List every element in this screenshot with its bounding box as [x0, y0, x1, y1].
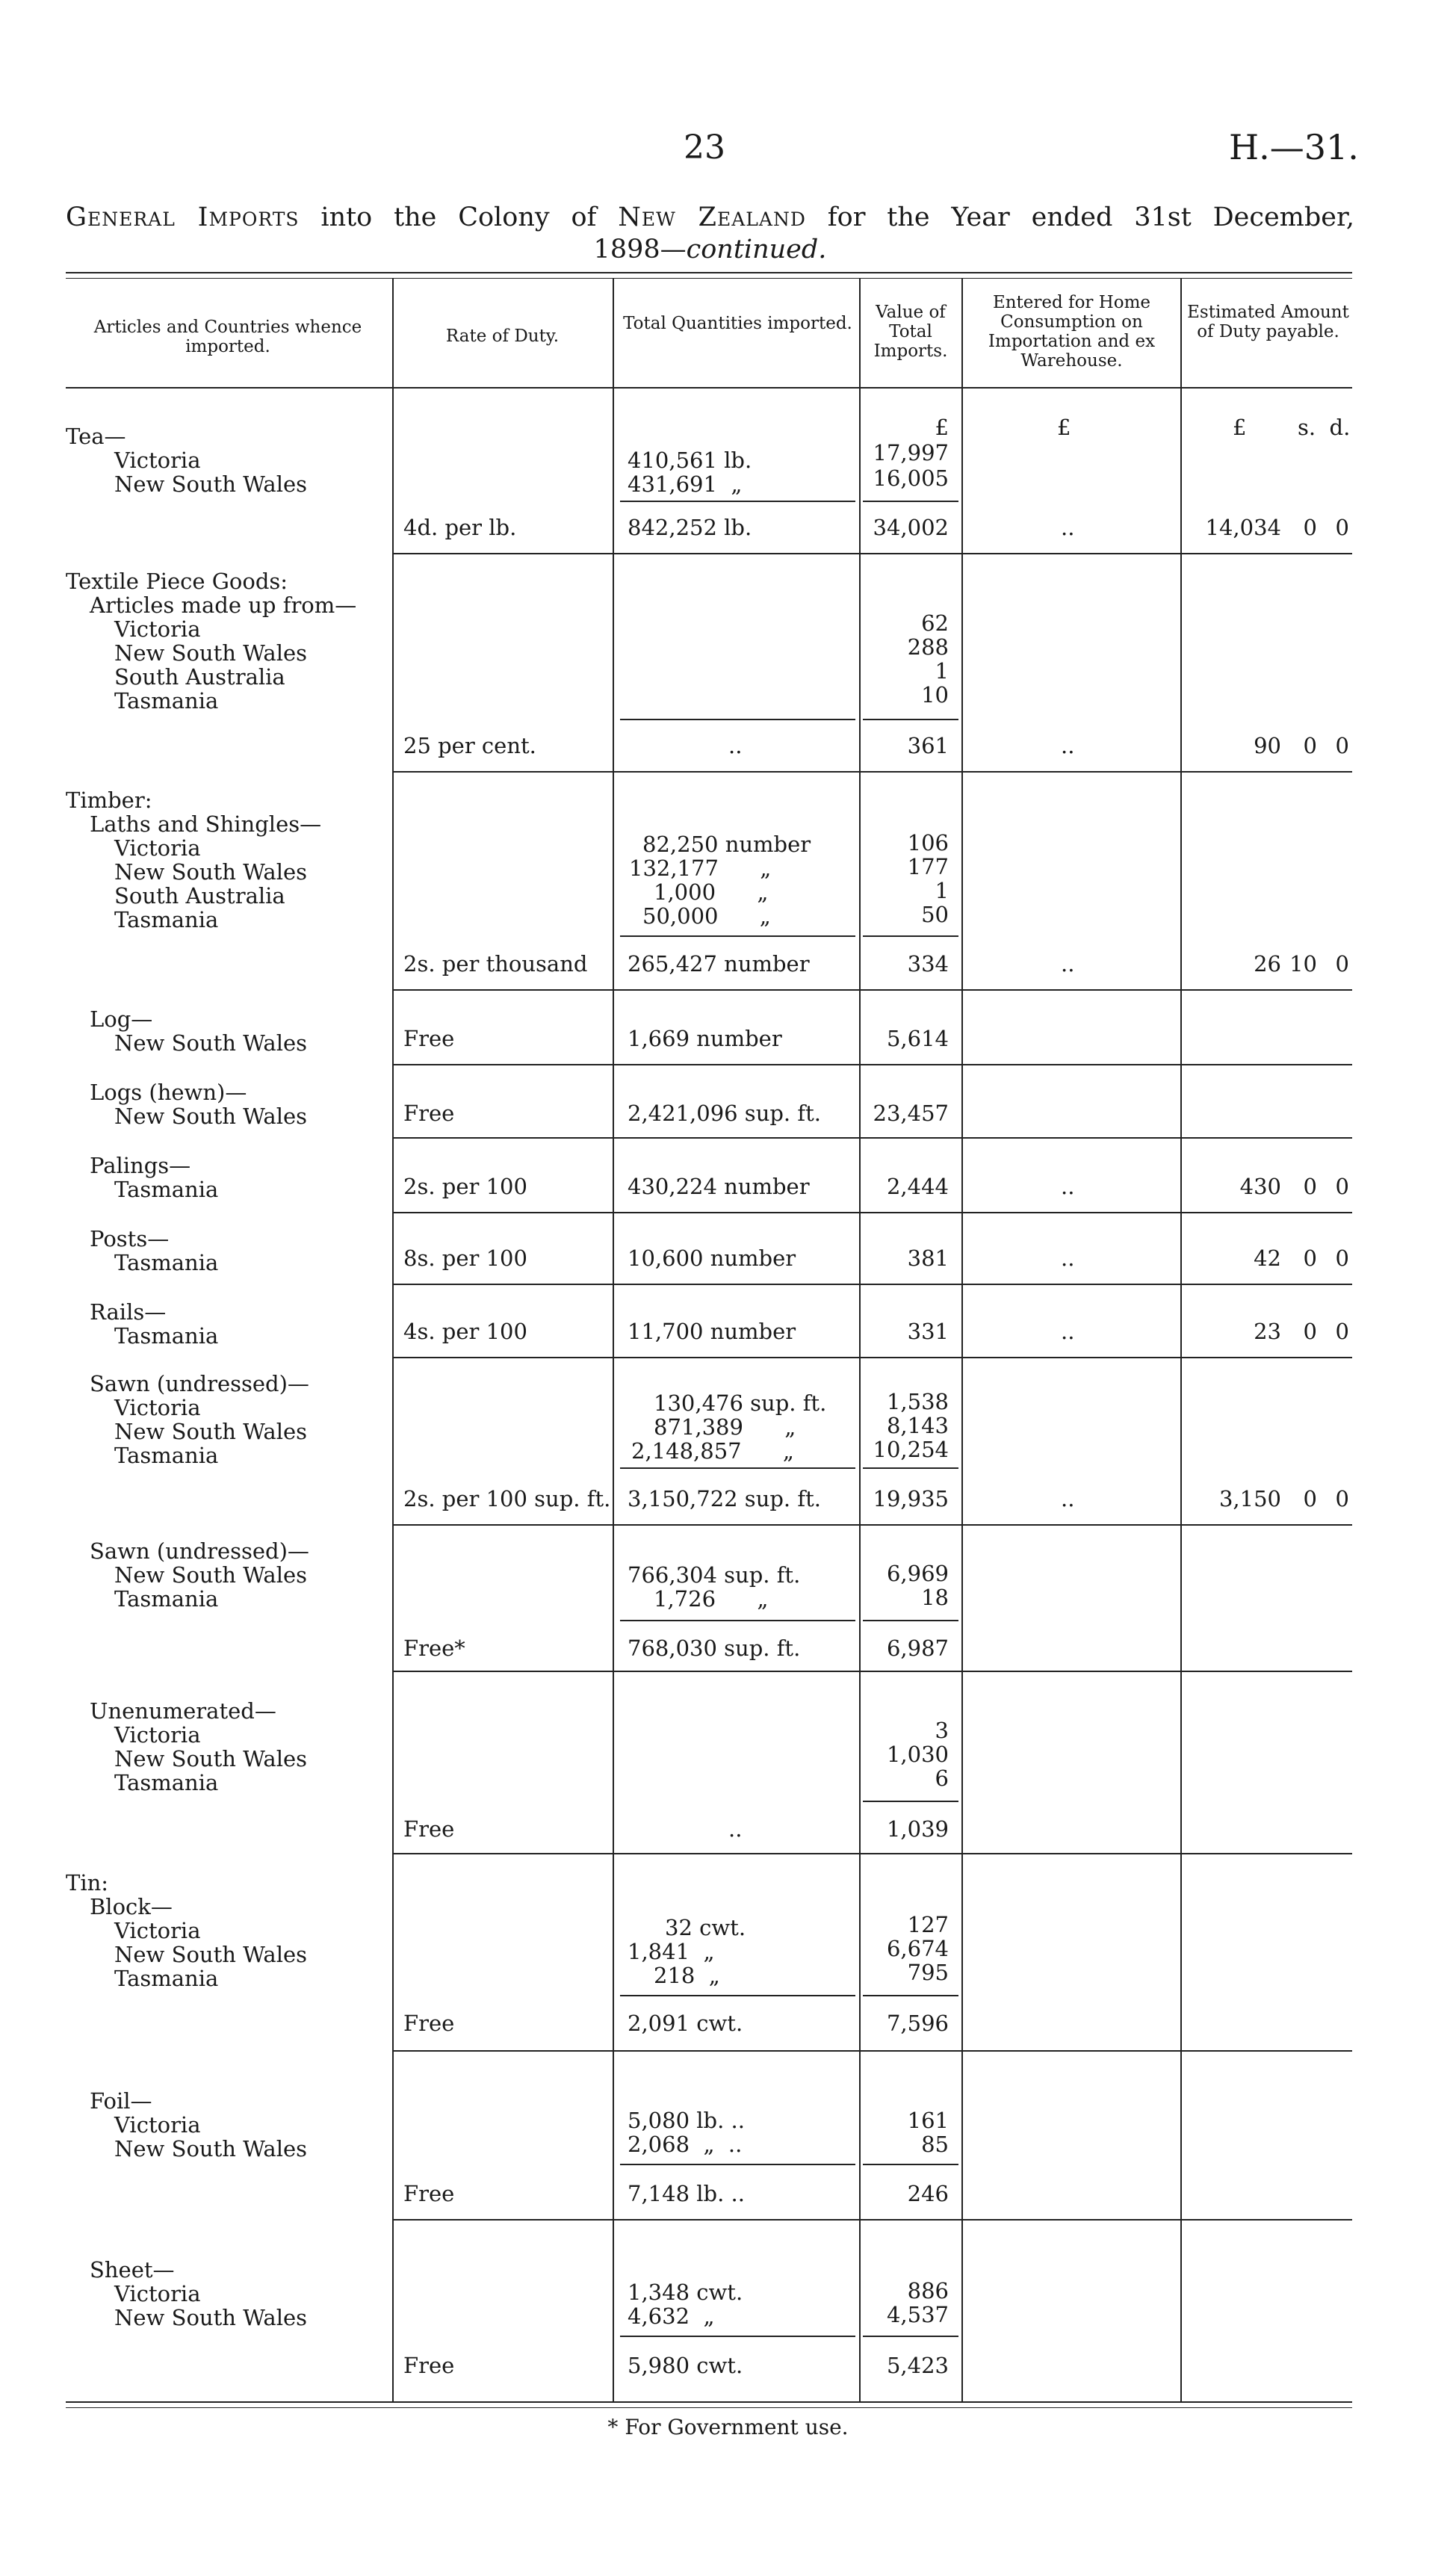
total-rate: 2s. per thousand	[403, 951, 588, 977]
table-row-country: Victoria	[114, 2281, 201, 2306]
table-row-qty: 50,000 „	[642, 903, 771, 929]
table-row-qty: 1,000 „	[654, 879, 769, 905]
total-duty: 23	[1254, 1319, 1281, 1344]
header-value: Value of Total Imports.	[873, 303, 948, 361]
total-value: 331	[907, 1319, 949, 1344]
total-value: 5,423	[886, 2353, 949, 2378]
total-rate: Free	[403, 1101, 455, 1126]
table-row-value: 10,254	[873, 1437, 949, 1462]
total-rate: Free*	[403, 1635, 465, 1661]
table-row-qty: 1,841 „	[628, 1939, 715, 1964]
table-row-value: 1,030	[886, 1742, 949, 1767]
total-rate: 8s. per 100	[403, 1245, 527, 1271]
total-duty-d: 0	[1335, 1486, 1349, 1511]
subsection-title: Palings—	[90, 1153, 191, 1178]
total-duty-s: 0	[1303, 1486, 1317, 1511]
table-row-country: New South Wales	[114, 1104, 308, 1129]
table-row-qty: 766,304 sup. ft.	[628, 1562, 801, 1588]
subsection-title: Rails—	[90, 1299, 167, 1325]
table-row-country: Tasmania	[114, 1966, 219, 1991]
table-row-qty: 431,691 „	[628, 471, 743, 497]
total-qty: 430,224 number	[628, 1174, 810, 1199]
section-rule	[392, 1064, 1352, 1065]
subsection-title: Posts—	[90, 1226, 170, 1251]
section-rule	[392, 989, 1352, 991]
header-bottom-rule	[66, 387, 1352, 389]
total-rate: 25 per cent.	[403, 733, 536, 758]
total-duty-d: 0	[1335, 1245, 1349, 1271]
table-row-country: Tasmania	[114, 1323, 219, 1349]
total-qty: 768,030 sup. ft.	[628, 1635, 801, 1661]
subtotal-rule	[863, 719, 958, 720]
table-row-country: New South Wales	[114, 1746, 308, 1771]
subtotal-rule	[863, 1467, 958, 1469]
section-title-timber: Timber:	[66, 787, 152, 813]
total-value: 334	[907, 951, 949, 977]
unit-duty-pounds: £	[1233, 415, 1247, 440]
table-row-value: 288	[907, 634, 949, 660]
total-qty: 1,669 number	[628, 1026, 782, 1051]
total-duty: 3,150	[1218, 1486, 1281, 1511]
title-part3: New Zealand	[618, 202, 806, 232]
table-bottom-rule	[66, 2401, 1352, 2403]
table-row-country: Tasmania	[114, 1443, 219, 1468]
table-row-country: Tasmania	[114, 907, 219, 932]
subtotal-rule	[620, 1620, 855, 1621]
total-qty: 3,150,722 sup. ft.	[628, 1486, 821, 1511]
table-row-value: 1	[935, 878, 949, 903]
total-duty-d: 0	[1335, 733, 1349, 758]
subsection-title: Sawn (undressed)—	[90, 1538, 309, 1564]
footnote: * For Government use.	[607, 2415, 849, 2439]
table-row-country: Tasmania	[114, 1770, 219, 1795]
document-reference: H.—31.	[1229, 127, 1359, 167]
header-entered: Entered for Home Consumption on Importation and ex Warehouse.	[988, 293, 1156, 371]
total-value: 7,596	[886, 2011, 949, 2036]
total-qty: 5,980 cwt.	[628, 2353, 743, 2378]
table-row-value: 85	[921, 2132, 949, 2157]
total-duty: 90	[1254, 733, 1281, 758]
total-qty: 11,700 number	[628, 1319, 796, 1344]
total-value: 19,935	[873, 1486, 949, 1511]
table-row-qty: 218 „	[654, 1963, 720, 1988]
subtotal-rule	[863, 1801, 958, 1802]
total-qty: 842,252 lb.	[628, 515, 752, 540]
table-row-value: 10	[921, 682, 949, 708]
table-row-value: 6	[935, 1765, 949, 1791]
total-qty: 2,091 cwt.	[628, 2011, 743, 2036]
subtotal-rule	[620, 1467, 855, 1469]
section-rule	[392, 1671, 1352, 1672]
total-entered: ..	[1061, 515, 1075, 540]
subtotal-rule	[863, 501, 958, 502]
section-rule	[392, 553, 614, 554]
header-rate: Rate of Duty.	[445, 327, 560, 346]
total-qty: 265,427 number	[628, 951, 810, 977]
section-rule	[392, 1853, 1352, 1854]
page-title-line2	[66, 235, 1354, 264]
section-title-tea: Tea—	[66, 424, 126, 449]
table-row-country: New South Wales	[114, 859, 308, 885]
unit-duty-sd: s. d.	[1298, 415, 1351, 440]
table-row-qty: 130,476 sup. ft.	[654, 1390, 827, 1416]
section-rule	[613, 553, 1352, 554]
table-row-country: New South Wales	[114, 1942, 308, 1967]
table-row-country: New South Wales	[114, 1030, 308, 1056]
total-duty-s: 0	[1303, 1245, 1317, 1271]
total-duty-d: 0	[1335, 951, 1349, 977]
table-row-qty: 871,389 „	[654, 1414, 796, 1440]
table-row-country: South Australia	[114, 664, 285, 690]
total-rate: Free	[403, 2353, 455, 2378]
total-entered: ..	[1061, 733, 1075, 758]
table-row-value: 50	[921, 902, 949, 927]
title-continued: continued.	[686, 235, 827, 264]
page-title	[66, 200, 1354, 235]
total-entered: ..	[1061, 1319, 1075, 1344]
subsection-title: Sheet—	[90, 2257, 175, 2283]
table-row-value: 1,538	[886, 1389, 949, 1414]
page-number: 23	[684, 129, 725, 167]
total-value: 1,039	[886, 1816, 949, 1842]
total-duty: 14,034	[1205, 515, 1281, 540]
title-part4: for the Year ended 31st December,	[805, 202, 1354, 232]
table-row-value: 886	[907, 2278, 949, 2303]
total-rate: 2s. per 100 sup. ft.	[403, 1486, 611, 1511]
table-row-country: Tasmania	[114, 688, 219, 714]
col-rule-5	[1180, 278, 1182, 2401]
total-rate: Free	[403, 2011, 455, 2036]
section-title-tin: Tin:	[66, 1870, 109, 1896]
subtotal-rule	[620, 501, 855, 502]
subsection-title: Log—	[90, 1006, 153, 1032]
col-rule-1	[392, 278, 394, 2401]
total-duty-s: 0	[1303, 1174, 1317, 1199]
total-rate: 4s. per 100	[403, 1319, 527, 1344]
subsection-title: Laths and Shingles—	[90, 811, 322, 837]
section-rule	[392, 1137, 1352, 1139]
subtotal-rule	[620, 719, 855, 720]
total-rate: 4d. per lb.	[403, 515, 517, 540]
total-value: 246	[907, 2181, 949, 2206]
title-part1: General Imports	[66, 202, 300, 232]
section-rule	[392, 2050, 1352, 2052]
subsection-title: Unenumerated—	[90, 1698, 276, 1724]
table-row-value: 6,969	[886, 1561, 949, 1586]
table-row-value: 16,005	[873, 465, 949, 491]
section-rule	[392, 771, 1352, 773]
table-row-country: South Australia	[114, 883, 285, 909]
table-row-value: 795	[907, 1960, 949, 1985]
table-row-country: Victoria	[114, 616, 201, 642]
subsection-title: Foil—	[90, 2088, 152, 2114]
total-entered: ..	[1061, 1486, 1075, 1511]
table-row-country: New South Wales	[114, 1419, 308, 1444]
total-value: 2,444	[886, 1174, 949, 1199]
unit-value: £	[935, 415, 949, 440]
section-subtitle: Articles made up from—	[90, 592, 357, 618]
subsection-title: Block—	[90, 1894, 173, 1919]
table-row-value: 4,537	[886, 2302, 949, 2327]
total-value: 381	[907, 1245, 949, 1271]
table-row-country: Victoria	[114, 1722, 201, 1748]
subtotal-rule	[620, 935, 855, 937]
table-row-qty: 410,561 lb.	[628, 448, 752, 473]
total-rate: 2s. per 100	[403, 1174, 527, 1199]
total-duty-s: 0	[1303, 515, 1317, 540]
total-qty: 7,148 lb. ..	[628, 2181, 745, 2206]
table-row-country: New South Wales	[114, 640, 308, 666]
total-duty-s: 0	[1303, 733, 1317, 758]
header-duty: Estimated Amount of Duty payable.	[1187, 303, 1349, 341]
table-row-country: New South Wales	[114, 2305, 308, 2330]
subsection-title: Logs (hewn)—	[90, 1080, 247, 1105]
section-rule	[392, 2219, 1352, 2221]
unit-entered: £	[1057, 415, 1071, 440]
total-entered: ..	[1061, 1174, 1075, 1199]
table-row-country: Tasmania	[114, 1586, 219, 1612]
subtotal-rule	[620, 2336, 855, 2337]
table-row-qty: 2,068 „ ..	[628, 2132, 743, 2157]
table-row-value: 17,997	[873, 440, 949, 465]
total-qty: ..	[728, 1816, 743, 1842]
subtotal-rule	[863, 2164, 958, 2165]
total-qty: 2,421,096 sup. ft.	[628, 1101, 821, 1126]
total-rate: Free	[403, 1026, 455, 1051]
total-value: 34,002	[873, 515, 949, 540]
total-value: 5,614	[886, 1026, 949, 1051]
table-row-qty: 1,348 cwt.	[628, 2280, 743, 2305]
table-row-country: Victoria	[114, 2112, 201, 2138]
subtotal-rule	[863, 1620, 958, 1621]
title-part2: into the Colony of	[299, 202, 619, 232]
table-row-country: New South Wales	[114, 471, 308, 497]
table-row-country: Victoria	[114, 1395, 201, 1420]
table-row-value: 6,674	[886, 1936, 949, 1961]
total-duty-s: 10	[1289, 951, 1317, 977]
table-row-qty: 4,632 „	[628, 2303, 715, 2329]
section-rule	[392, 1524, 1352, 1526]
section-rule	[392, 1357, 1352, 1358]
total-qty: ..	[728, 733, 743, 758]
section-rule	[392, 1212, 1352, 1213]
table-row-value: 106	[907, 830, 949, 855]
col-rule-3	[859, 278, 861, 2401]
table-row-country: Victoria	[114, 1918, 201, 1943]
section-title-textile: Textile Piece Goods:	[66, 569, 288, 594]
table-row-country: Tasmania	[114, 1177, 219, 1202]
table-row-value: 161	[907, 2108, 949, 2133]
section-rule	[392, 1284, 1352, 1285]
total-duty: 42	[1254, 1245, 1281, 1271]
table-row-qty: 82,250 number	[642, 832, 811, 857]
table-row-value: 62	[921, 610, 949, 636]
total-duty-s: 0	[1303, 1319, 1317, 1344]
table-top-rule	[66, 272, 1352, 273]
header-articles: Articles and Countries whence imported.	[93, 318, 362, 356]
total-entered: ..	[1061, 951, 1075, 977]
subtotal-rule	[620, 1995, 855, 1996]
total-duty-d: 0	[1335, 1174, 1349, 1199]
title-year: 1898—	[593, 235, 687, 264]
subtotal-rule	[863, 1995, 958, 1996]
table-row-qty: 2,148,857 „	[631, 1438, 794, 1464]
table-bottom-rule-2	[66, 2407, 1352, 2408]
table-row-country: New South Wales	[114, 1562, 308, 1588]
table-row-value: 177	[907, 854, 949, 879]
subtotal-rule	[863, 2336, 958, 2337]
subtotal-rule	[620, 2164, 855, 2165]
total-qty: 10,600 number	[628, 1245, 796, 1271]
table-row-value: 1	[935, 658, 949, 684]
table-row-qty: 5,080 lb. ..	[628, 2108, 745, 2133]
table-top-rule-2	[66, 278, 1352, 279]
table-row-qty: 1,726 „	[654, 1586, 769, 1612]
subsection-title: Sawn (undressed)—	[90, 1371, 309, 1396]
subtotal-rule	[863, 935, 958, 937]
table-row-country: Tasmania	[114, 1250, 219, 1275]
total-duty: 430	[1239, 1174, 1281, 1199]
total-duty: 26	[1254, 951, 1281, 977]
col-rule-2	[613, 278, 614, 2401]
table-row-qty: 132,177 „	[629, 855, 772, 881]
total-value: 23,457	[873, 1101, 949, 1126]
total-rate: Free	[403, 1816, 455, 1842]
table-row-value: 8,143	[886, 1413, 949, 1438]
table-row-value: 3	[935, 1718, 949, 1743]
table-row-qty: 32 cwt.	[665, 1915, 746, 1940]
total-duty-d: 0	[1335, 1319, 1349, 1344]
table-row-country: Victoria	[114, 835, 201, 861]
total-entered: ..	[1061, 1245, 1075, 1271]
total-rate: Free	[403, 2181, 455, 2206]
table-row-value: 18	[921, 1585, 949, 1610]
table-row-country: New South Wales	[114, 2136, 308, 2161]
header-quantities: Total Quantities imported.	[623, 314, 852, 333]
col-rule-4	[961, 278, 963, 2401]
table-row-country: Victoria	[114, 448, 201, 473]
table-row-value: 127	[907, 1912, 949, 1937]
total-value: 6,987	[886, 1635, 949, 1661]
total-value: 361	[907, 733, 949, 758]
total-duty-d: 0	[1335, 515, 1349, 540]
